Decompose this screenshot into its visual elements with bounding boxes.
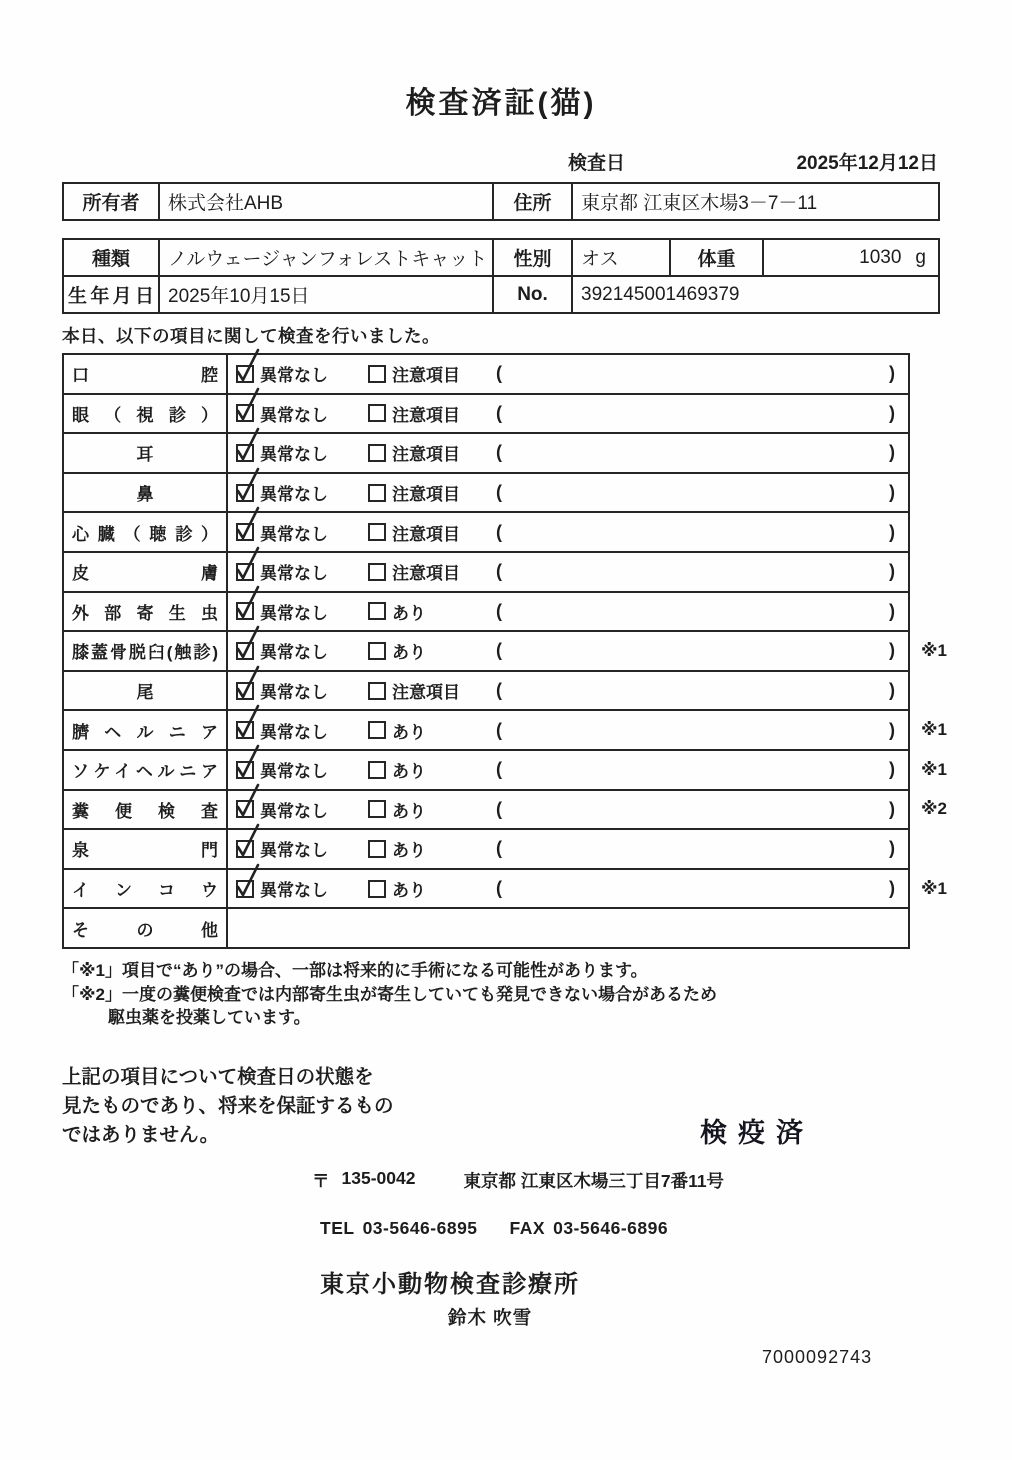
exam-item-label: 耳 (136, 445, 154, 465)
exam-date-row (62, 148, 940, 174)
checkbox-attention[interactable] (368, 880, 386, 898)
exam-item-label: 外部寄生虫 (72, 603, 218, 623)
option-no-abnormality-label: 異常なし (260, 366, 328, 386)
footnote-marker: ※1 (921, 759, 947, 779)
remarks-field (496, 403, 908, 424)
exam-item-label: 皮膚 (72, 564, 218, 584)
exam-item-label: 膝蓋骨脱臼(触診) (72, 643, 218, 663)
checkbox-attention[interactable] (368, 404, 386, 422)
bottom-block (62, 1063, 940, 1150)
paren-close: ) (889, 878, 895, 899)
remarks-field (496, 442, 908, 463)
checklist-row (64, 393, 908, 433)
paren-open: ( (496, 640, 502, 661)
checkbox-no-abnormality[interactable] (236, 523, 254, 541)
checkbox-no-abnormality[interactable] (236, 365, 254, 383)
checkbox-attention[interactable] (368, 761, 386, 779)
remarks-field (496, 878, 908, 899)
owner-row (64, 184, 938, 219)
remarks-field (496, 720, 908, 741)
paren-close: ) (889, 402, 895, 423)
option-no-abnormality (236, 876, 368, 901)
weight-unit: g (915, 246, 926, 268)
checklist-row (64, 670, 908, 710)
paren-close: ) (889, 680, 895, 701)
footnote-marker: ※1 (921, 720, 947, 740)
remarks-field (496, 601, 908, 622)
checkbox-no-abnormality[interactable] (236, 444, 254, 462)
checkbox-no-abnormality[interactable] (236, 484, 254, 502)
weight-value: 1030 (859, 246, 902, 268)
option-no-abnormality (236, 836, 368, 861)
option-attention-label: 注意項目 (392, 524, 460, 544)
paren-open: ( (496, 482, 502, 503)
paren-close: ) (889, 640, 895, 661)
remarks-field (496, 363, 908, 384)
exam-item-label: 口腔 (72, 366, 218, 386)
checkbox-no-abnormality[interactable] (236, 840, 254, 858)
postal-mark-icon: 〒 (312, 1170, 330, 1191)
checkbox-no-abnormality[interactable] (236, 800, 254, 818)
checklist-row (64, 591, 908, 631)
option-no-abnormality-label: 異常なし (260, 445, 328, 465)
option-no-abnormality (236, 718, 368, 743)
option-no-abnormality (236, 401, 368, 426)
option-no-abnormality-label: 異常なし (260, 524, 328, 544)
paren-open: ( (496, 521, 502, 542)
owner-table (62, 182, 940, 221)
footnote-marker: ※2 (921, 799, 947, 819)
option-no-abnormality-label: 異常なし (260, 881, 328, 901)
option-attention (368, 678, 496, 703)
exam-item-label: 糞便検査 (72, 801, 218, 821)
option-attention-label: あり (392, 722, 426, 742)
weight-cell (764, 240, 938, 275)
checkbox-no-abnormality[interactable] (236, 721, 254, 739)
checklist-row (64, 907, 908, 947)
sex-value: オス (573, 240, 671, 275)
option-no-abnormality-label: 異常なし (260, 762, 328, 782)
exam-item-label: 泉門 (72, 841, 218, 861)
checklist-row (64, 828, 908, 868)
option-attention (368, 836, 496, 861)
remarks-field (496, 680, 908, 701)
exam-item-label: インコウ (72, 881, 218, 901)
weight-label: 体重 (671, 240, 764, 275)
paren-close: ) (889, 521, 895, 542)
option-no-abnormality-label: 異常なし (260, 722, 328, 742)
checkbox-attention[interactable] (368, 602, 386, 620)
option-no-abnormality (236, 361, 368, 386)
checkbox-attention[interactable] (368, 840, 386, 858)
paren-close: ) (889, 442, 895, 463)
option-attention-label: あり (392, 841, 426, 861)
clinic-postal-line (62, 1168, 940, 1193)
birth-value: 2025年10月15日 (160, 277, 494, 312)
option-attention (368, 599, 496, 624)
paren-open: ( (496, 838, 502, 859)
no-label: No. (494, 277, 573, 312)
checkbox-attention[interactable] (368, 721, 386, 739)
fax-number: 03-5646-6896 (553, 1217, 669, 1238)
exam-item-label: 尾 (136, 683, 154, 703)
paren-close: ) (889, 838, 895, 859)
exam-date-label: 検査日 (568, 153, 626, 174)
document-content (62, 0, 947, 1368)
intro-text: 本日、以下の項目に関して検査を行いました。 (62, 326, 440, 346)
footnote-1: 「※1」項目で“あり”の場合、一部は将来的に手術になる可能性があります。 (62, 960, 648, 980)
paren-open: ( (496, 363, 502, 384)
clinic-address: 東京都 江東区木場三丁目7番11号 (463, 1170, 725, 1191)
address-label: 住所 (494, 184, 573, 219)
option-no-abnormality-label: 異常なし (260, 801, 328, 821)
option-attention (368, 757, 496, 782)
option-attention (368, 520, 496, 545)
checklist-table (62, 353, 947, 949)
paren-open: ( (496, 878, 502, 899)
owner-label: 所有者 (64, 184, 160, 219)
option-attention (368, 440, 496, 465)
checkbox-attention[interactable] (368, 682, 386, 700)
exam-item-label: 眼（視診） (72, 405, 218, 425)
checkbox-attention[interactable] (368, 563, 386, 581)
checkbox-no-abnormality[interactable] (236, 563, 254, 581)
remarks-field (496, 561, 908, 582)
paren-close: ) (889, 719, 895, 740)
option-no-abnormality-label: 異常なし (260, 405, 328, 425)
exam-item-label: その他 (72, 920, 218, 940)
checkbox-attention[interactable] (368, 444, 386, 462)
option-no-abnormality (236, 797, 368, 822)
paren-open: ( (496, 719, 502, 740)
option-attention (368, 638, 496, 663)
paren-open: ( (496, 798, 502, 819)
option-attention-label: あり (392, 762, 426, 782)
option-no-abnormality (236, 520, 368, 545)
tel-label: TEL (320, 1217, 355, 1238)
option-attention (368, 480, 496, 505)
option-attention-label: あり (392, 643, 426, 663)
option-no-abnormality (236, 440, 368, 465)
checklist-row (64, 472, 908, 512)
paren-close: ) (889, 561, 895, 582)
remarks-field (496, 759, 908, 780)
checklist-row (64, 789, 947, 829)
paren-open: ( (496, 561, 502, 582)
paren-open: ( (496, 402, 502, 423)
checkbox-attention[interactable] (368, 642, 386, 660)
birth-row (64, 275, 938, 312)
remarks-field (496, 838, 908, 859)
breed-row (64, 240, 938, 275)
exam-item-label: 臍ヘルニア (72, 722, 218, 742)
option-no-abnormality (236, 678, 368, 703)
paren-open: ( (496, 680, 502, 701)
paren-close: ) (889, 482, 895, 503)
option-attention-label: あり (392, 603, 426, 623)
checkbox-no-abnormality[interactable] (236, 761, 254, 779)
pet-table (62, 238, 940, 314)
birth-label: 生年月日 (64, 277, 160, 312)
postal-code: 135-0042 (341, 1167, 416, 1188)
checklist-row (64, 630, 947, 670)
paren-open: ( (496, 759, 502, 780)
option-no-abnormality (236, 599, 368, 624)
checklist-row (64, 551, 908, 591)
owner-value: 株式会社AHB (160, 184, 494, 219)
option-attention-label: 注意項目 (392, 564, 460, 584)
option-attention-label: 注意項目 (392, 366, 460, 386)
exam-date-value: 2025年12月12日 (796, 153, 938, 174)
checkbox-no-abnormality[interactable] (236, 602, 254, 620)
option-no-abnormality-label: 異常なし (260, 643, 328, 663)
fax-label: FAX (509, 1217, 546, 1238)
serial-number: 7000092743 (762, 1346, 873, 1367)
checklist-row (64, 355, 908, 393)
page-title: 検査済証(猫) (405, 87, 597, 120)
option-attention-label: あり (392, 881, 426, 901)
address-value: 東京都 江東区木場3－7－11 (581, 193, 818, 214)
checkbox-no-abnormality[interactable] (236, 642, 254, 660)
option-no-abnormality (236, 757, 368, 782)
footnote-2: 「※2」一度の糞便検査では内部寄生虫が寄生していても発見できない場合があるため 駆虫薬を投薬しています。 (62, 984, 717, 1027)
checkbox-no-abnormality[interactable] (236, 880, 254, 898)
option-no-abnormality (236, 480, 368, 505)
option-no-abnormality-label: 異常なし (260, 564, 328, 584)
option-no-abnormality-label: 異常なし (260, 485, 328, 505)
paren-close: ) (889, 600, 895, 621)
checkbox-attention[interactable] (368, 484, 386, 502)
footnotes (62, 959, 940, 1029)
paren-close: ) (889, 363, 895, 384)
remarks-field (496, 640, 908, 661)
checkbox-no-abnormality[interactable] (236, 682, 254, 700)
option-no-abnormality (236, 559, 368, 584)
remarks-field (496, 799, 908, 820)
option-attention (368, 876, 496, 901)
checkbox-attention[interactable] (368, 365, 386, 383)
breed-value: ノルウェージャンフォレストキャット (160, 240, 494, 275)
option-attention-label: 注意項目 (392, 445, 460, 465)
paren-open: ( (496, 442, 502, 463)
examiner-name: 鈴木 吹雪 (448, 1306, 533, 1328)
remarks-field (496, 482, 908, 503)
option-no-abnormality (236, 638, 368, 663)
option-attention-label: 注意項目 (392, 683, 460, 703)
checklist-row (64, 511, 908, 551)
exam-item-label: 鼻 (136, 485, 154, 505)
option-attention (368, 361, 496, 386)
checklist-row (64, 432, 908, 472)
option-no-abnormality-label: 異常なし (260, 683, 328, 703)
paren-open: ( (496, 600, 502, 621)
remarks-field (496, 522, 908, 543)
checkbox-no-abnormality[interactable] (236, 404, 254, 422)
option-attention (368, 559, 496, 584)
breed-label: 種類 (64, 240, 160, 275)
exam-item-label: ソケイヘルニア (72, 762, 218, 782)
footnote-marker: ※1 (921, 878, 947, 898)
tel-number: 03-5646-6895 (362, 1217, 478, 1238)
paren-close: ) (889, 759, 895, 780)
paren-close: ) (889, 798, 895, 819)
clinic-tel-line (62, 1218, 940, 1239)
option-no-abnormality-label: 異常なし (260, 603, 328, 623)
checkbox-attention[interactable] (368, 523, 386, 541)
option-no-abnormality-label: 異常なし (260, 841, 328, 861)
option-attention-label: 注意項目 (392, 485, 460, 505)
no-value: 392145001469379 (581, 283, 740, 305)
option-attention (368, 797, 496, 822)
exam-item-label: 心臓（聴診） (72, 524, 218, 544)
checklist-row (64, 709, 947, 749)
option-attention-label: 注意項目 (392, 405, 460, 425)
footnote-marker: ※1 (921, 640, 947, 660)
checklist-row (64, 749, 947, 789)
option-attention (368, 401, 496, 426)
quarantine-stamp: 検疫済 (700, 1117, 814, 1148)
disclaimer-text: 上記の項目について検査日の状態を 見たものであり、将来を保証するもの ではありません。 (62, 1065, 394, 1146)
option-attention (368, 718, 496, 743)
checklist-row (64, 868, 947, 908)
checkbox-attention[interactable] (368, 800, 386, 818)
clinic-name: 東京小動物検査診療所 (320, 1270, 580, 1298)
option-attention-label: あり (392, 801, 426, 821)
sex-label: 性別 (494, 240, 573, 275)
